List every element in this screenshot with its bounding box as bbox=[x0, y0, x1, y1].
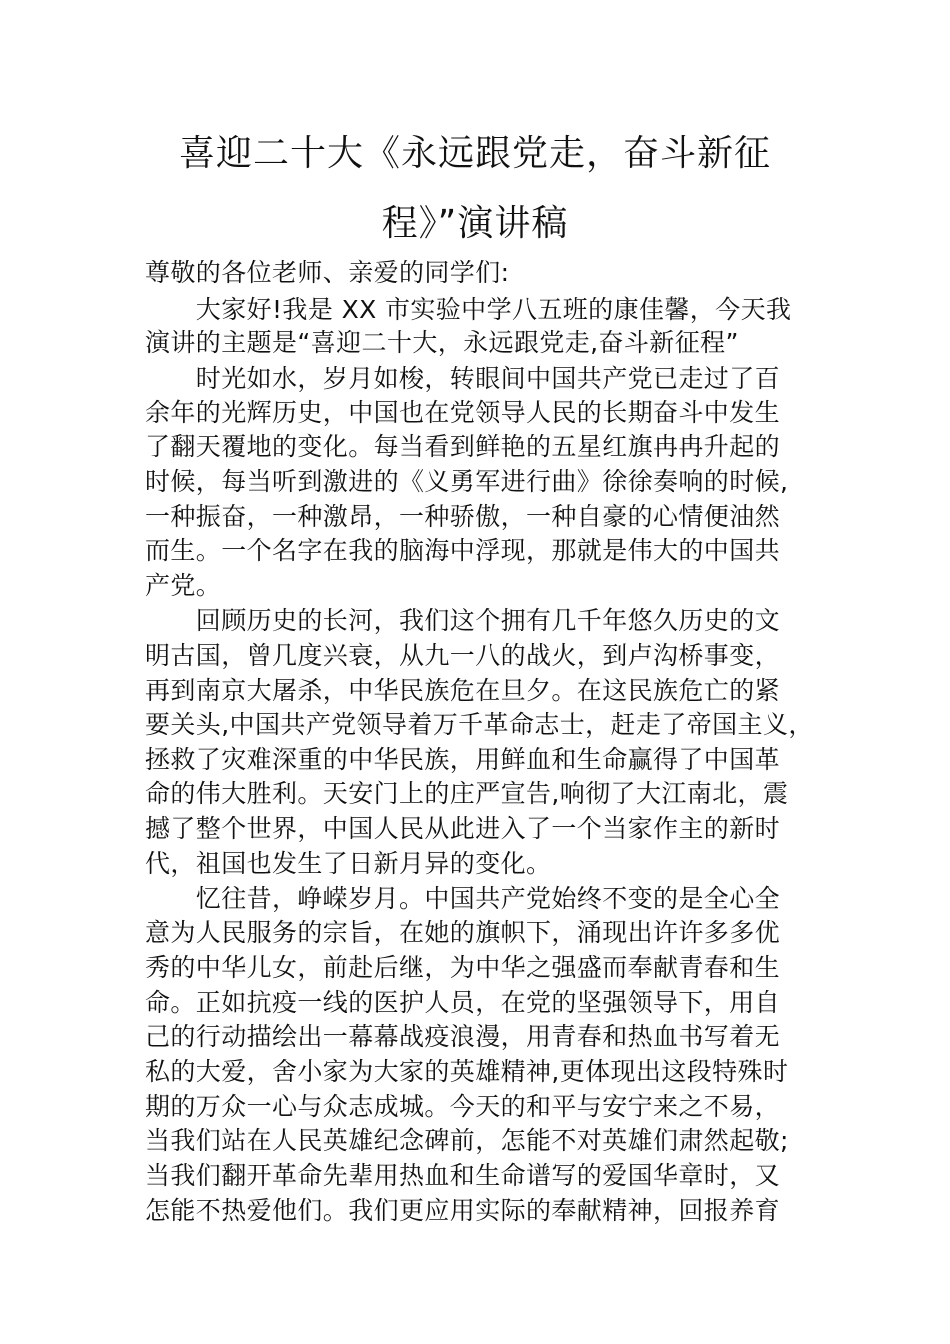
document-title-line-2: 程》”演讲稿 bbox=[381, 203, 569, 244]
body-line: 时候，每当听到激进的《义勇军进行曲》徐徐奏响的时候, bbox=[145, 467, 789, 496]
body-line: 要关头,中国共产党领导着万千革命志士，赶走了帝国主义， bbox=[145, 710, 814, 739]
body-line: 意为人民服务的宗旨，在她的旗帜下，涌现出许许多多优 bbox=[145, 918, 781, 947]
body-line: 大家好!我是 XX 市实验中学八五班的康佳馨，今天我 bbox=[145, 295, 792, 324]
body-line: 尊敬的各位老师、亲爱的同学们: bbox=[145, 258, 510, 287]
body-line: 再到南京大屠杀，中华民族危在旦夕。在这民族危亡的紧 bbox=[145, 676, 781, 705]
body-line: 秀的中华儿女，前赴后继，为中华之强盛而奉献青春和生 bbox=[145, 953, 781, 982]
body-line: 余年的光辉历史，中国也在党领导人民的长期奋斗中发生 bbox=[145, 398, 781, 427]
body-line: 期的万众一心与众志成城。今天的和平与安宁来之不易， bbox=[145, 1092, 781, 1121]
body-line: 怎能不热爱他们。我们更应用实际的奉献精神，回报养育 bbox=[145, 1196, 781, 1225]
body-line: 拯救了灾难深重的中华民族，用鲜血和生命赢得了中国革 bbox=[145, 745, 781, 774]
body-line: 私的大爱，舍小家为大家的英雄精神,更体现出这段特殊时 bbox=[145, 1057, 789, 1086]
body-line: 当我们站在人民英雄纪念碑前，怎能不对英雄们肃然起敬; bbox=[145, 1126, 789, 1155]
body-line: 演讲的主题是“喜迎二十大，永远跟党走,奋斗新征程” bbox=[145, 328, 739, 357]
document-title-line-1: 喜迎二十大《永远跟党走，奋斗新征 bbox=[178, 133, 771, 174]
body-line: 忆往昔，峥嵘岁月。中国共产党始终不变的是全心全 bbox=[145, 884, 781, 913]
body-line: 撼了整个世界，中国人民从此进入了一个当家作主的新时 bbox=[145, 814, 781, 843]
body-line: 己的行动描绘出一幕幕战疫浪漫，用青春和热血书写着无 bbox=[145, 1022, 781, 1051]
body-line: 代，祖国也发生了日新月异的变化。 bbox=[145, 849, 552, 878]
body-line: 时光如水，岁月如梭，转眼间中国共产党已走过了百 bbox=[145, 364, 781, 393]
body-line: 而生。一个名字在我的脑海中浮现，那就是伟大的中国共 bbox=[145, 536, 781, 565]
body-line: 了翻天覆地的变化。每当看到鲜艳的五星红旗冉冉升起的 bbox=[145, 432, 781, 461]
body-line: 回顾历史的长河，我们这个拥有几千年悠久历史的文 bbox=[145, 606, 781, 635]
body-line: 一种振奋，一种激昂，一种骄傲，一种自豪的心情便油然 bbox=[145, 502, 781, 531]
body-line: 命的伟大胜利。天安门上的庄严宣告,响彻了大江南北，震 bbox=[145, 779, 789, 808]
body-line: 当我们翻开革命先辈用热血和生命谱写的爱国华章时，又 bbox=[145, 1161, 781, 1190]
body-line: 产党。 bbox=[145, 571, 222, 600]
body-line: 明古国，曾几度兴衰，从九一八的战火，到卢沟桥事变， bbox=[145, 641, 781, 670]
body-line: 命。正如抗疫一线的医护人员，在党的坚强领导下，用自 bbox=[145, 988, 781, 1017]
